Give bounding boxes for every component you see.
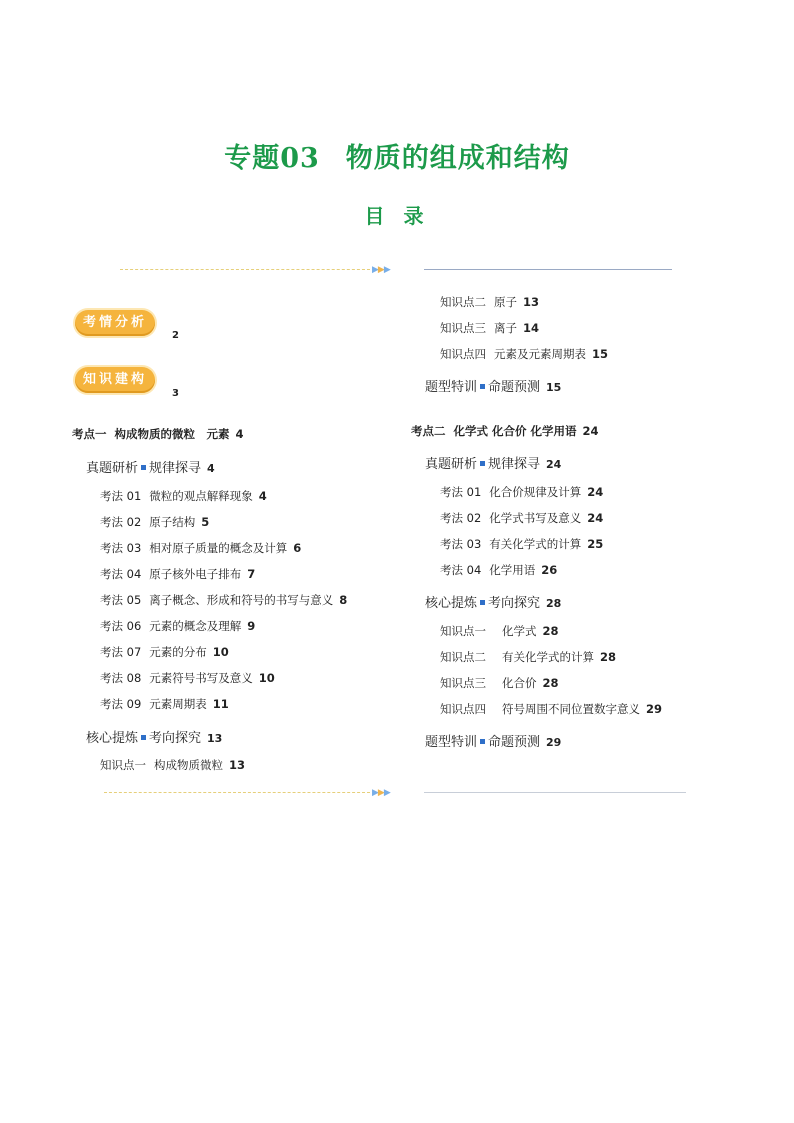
- toc-text: 考法 01: [100, 489, 142, 503]
- toc-text: 25: [587, 537, 604, 551]
- divider-top-left: [120, 269, 370, 270]
- toc-method[interactable]: [100, 514, 209, 530]
- toc-text: 7: [247, 567, 256, 581]
- toc-method[interactable]: [100, 488, 267, 504]
- toc-section[interactable]: [425, 456, 561, 474]
- toc-text: 原子结构: [149, 515, 196, 529]
- toc-text: 命题预测: [488, 380, 541, 395]
- toc-method[interactable]: [100, 540, 301, 556]
- toc-text: 考法 07: [100, 645, 142, 659]
- toc-text: 核心提炼: [425, 596, 478, 611]
- toc-text: 知识点二: [440, 295, 486, 309]
- toc-text: 化合价: [502, 676, 537, 690]
- toc-text: 15: [546, 381, 562, 394]
- toc-text: 考法 06: [100, 619, 142, 633]
- toc-text: 11: [212, 697, 229, 711]
- toc-text: 考法 08: [100, 671, 142, 685]
- toc-text: 原子核外电子排布: [149, 567, 242, 581]
- toc-method[interactable]: [100, 644, 229, 660]
- divider-bottom-right: [424, 792, 686, 793]
- toc-text: 5: [201, 515, 210, 529]
- toc-text: 考法 04: [440, 563, 482, 577]
- toc-text: 4: [207, 462, 215, 475]
- toc-text: 9: [247, 619, 256, 633]
- toc-knowledge[interactable]: [440, 701, 662, 717]
- toc-method[interactable]: [440, 484, 603, 500]
- toc-topic-1[interactable]: [72, 426, 244, 442]
- toc-text: 29: [646, 702, 663, 716]
- toc-text: 考法 01: [440, 485, 482, 499]
- toc-text: 24: [582, 424, 599, 438]
- toc-text: 化学式: [502, 624, 537, 638]
- toc-text: 28: [546, 597, 562, 610]
- toc-section[interactable]: [86, 460, 215, 478]
- title-main: 物质的组成和结构: [345, 143, 570, 174]
- toc-text: 6: [293, 541, 302, 555]
- toc-heading: 目 录: [364, 204, 430, 228]
- toc-text: 微粒的观点解释现象: [149, 489, 253, 503]
- toc-text: 离子概念、形成和符号的书写与意义: [149, 593, 334, 607]
- toc-method[interactable]: [440, 536, 603, 552]
- toc-text: 化合价规律及计算: [489, 485, 582, 499]
- page-title: [0, 136, 794, 175]
- toc-method[interactable]: [440, 562, 557, 578]
- toc-text: 离子: [494, 321, 517, 335]
- toc-text: 有关化学式的计算: [502, 650, 594, 664]
- toc-method[interactable]: [100, 670, 275, 686]
- toc-method[interactable]: [100, 566, 255, 582]
- toc-text: 化学式 化合价 化学用语: [453, 424, 577, 438]
- toc-text: 知识点四: [440, 702, 486, 716]
- toc-section[interactable]: [425, 734, 561, 752]
- square-bullet-icon: [480, 600, 485, 605]
- toc-text: 元素及元素周期表: [494, 347, 586, 361]
- square-bullet-icon: [480, 384, 485, 389]
- toc-knowledge[interactable]: [440, 649, 616, 665]
- toc-text: 考法 02: [100, 515, 142, 529]
- toc-text: 13: [207, 732, 223, 745]
- toc-text: 考法 04: [100, 567, 142, 581]
- toc-knowledge[interactable]: [440, 346, 608, 362]
- toc-text: 元素的分布: [149, 645, 207, 659]
- toc-section[interactable]: [425, 595, 561, 613]
- divider-bottom-left: [104, 792, 370, 793]
- toc-knowledge[interactable]: [440, 675, 559, 691]
- square-bullet-icon: [141, 465, 146, 470]
- toc-text: 10: [258, 671, 275, 685]
- toc-text: 知识点一: [440, 624, 486, 638]
- toc-text: 相对原子质量的概念及计算: [149, 541, 288, 555]
- toc-text: 知识点四: [440, 347, 486, 361]
- toc-text: 考法 09: [100, 697, 142, 711]
- toc-text: 化学式书写及意义: [489, 511, 582, 525]
- toc-text: 构成物质微粒: [154, 758, 223, 772]
- toc-knowledge[interactable]: [440, 623, 559, 639]
- toc-knowledge[interactable]: [440, 320, 539, 336]
- toc-text: 29: [546, 736, 562, 749]
- toc-text: 知识点三: [440, 321, 486, 335]
- toc-text: 原子: [494, 295, 517, 309]
- toc-text: 28: [542, 676, 559, 690]
- toc-text: 元素符号书写及意义: [149, 671, 253, 685]
- toc-text: 13: [229, 758, 246, 772]
- square-bullet-icon: [480, 739, 485, 744]
- badge-knowledge-building[interactable]: 知识建构: [75, 367, 155, 393]
- toc-text: 知识点三: [440, 676, 486, 690]
- toc-text: 元素的概念及理解: [149, 619, 242, 633]
- toc-text: 15: [592, 347, 609, 361]
- toc-method[interactable]: [100, 618, 255, 634]
- toc-text: 考法 03: [100, 541, 142, 555]
- divider-top-right: [424, 269, 672, 270]
- toc-text: 考点二: [411, 424, 446, 438]
- toc-text: 考向探究: [488, 596, 541, 611]
- toc-knowledge[interactable]: [440, 294, 539, 310]
- toc-text: 元素周期表: [149, 697, 207, 711]
- toc-method[interactable]: [100, 592, 347, 608]
- toc-text: 题型特训: [425, 380, 478, 395]
- toc-text: 题型特训: [425, 735, 478, 750]
- toc-text: 28: [542, 624, 559, 638]
- square-bullet-icon: [141, 735, 146, 740]
- toc-text: 知识点二: [440, 650, 486, 664]
- toc-text: 考法 02: [440, 511, 482, 525]
- square-bullet-icon: [480, 461, 485, 466]
- toc-text: 规律探寻: [149, 461, 202, 476]
- badge-page: 2: [172, 330, 179, 341]
- title-number: 03: [280, 143, 320, 174]
- toc-method[interactable]: [100, 696, 229, 712]
- toc-method[interactable]: [440, 510, 603, 526]
- badge-exam-analysis[interactable]: 考情分析: [75, 310, 155, 336]
- toc-section[interactable]: [86, 730, 222, 748]
- toc-text: 4: [258, 489, 267, 503]
- toc-text: 规律探寻: [488, 457, 541, 472]
- toc-text: 24: [546, 458, 562, 471]
- toc-text: 28: [600, 650, 617, 664]
- toc-text: 考法 05: [100, 593, 142, 607]
- toc-text: 13: [523, 295, 540, 309]
- toc-text: 24: [587, 511, 604, 525]
- toc-text: 化学用语: [489, 563, 536, 577]
- toc-text: 命题预测: [488, 735, 541, 750]
- toc-text: 14: [523, 321, 540, 335]
- toc-text: 4: [235, 427, 244, 441]
- toc-section[interactable]: [425, 379, 561, 397]
- toc-text: 10: [212, 645, 229, 659]
- toc-text: 24: [587, 485, 604, 499]
- badge-page: 3: [172, 388, 179, 399]
- toc-text: 26: [541, 563, 558, 577]
- toc-text: 真题研析: [425, 457, 478, 472]
- toc-topic-2[interactable]: [411, 423, 599, 439]
- toc-text: 考向探究: [149, 731, 202, 746]
- arrow-decoration-icon: ▶▶▶: [372, 788, 390, 798]
- title-prefix: 专题: [224, 143, 281, 174]
- toc-text: 知识点一: [100, 758, 146, 772]
- toc-text: 有关化学式的计算: [489, 537, 582, 551]
- toc-text: 真题研析: [86, 461, 139, 476]
- arrow-decoration-icon: ▶▶▶: [372, 265, 390, 275]
- toc-text: 符号周围不同位置数字意义: [502, 702, 640, 716]
- toc-text: 考法 03: [440, 537, 482, 551]
- toc-text: 考点一: [72, 427, 107, 441]
- toc-knowledge[interactable]: [100, 757, 245, 773]
- toc-text: 构成物质的微粒 元素: [114, 427, 230, 441]
- toc-text: 8: [339, 593, 348, 607]
- toc-text: 核心提炼: [86, 731, 139, 746]
